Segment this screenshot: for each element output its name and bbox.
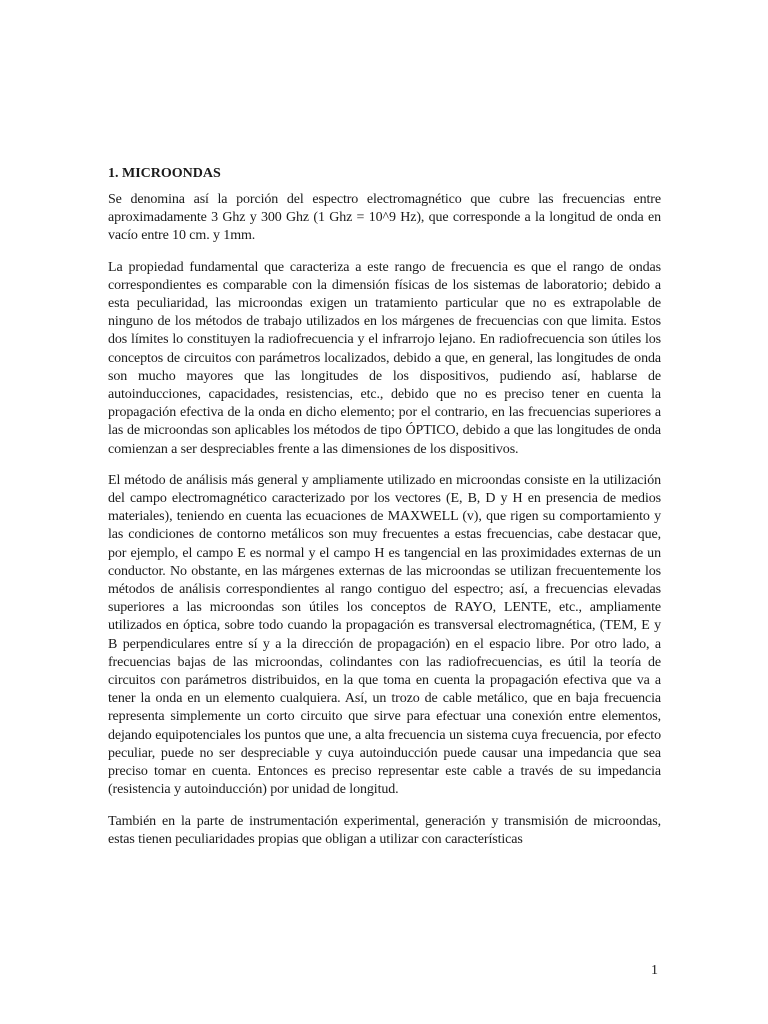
page-number: 1 (651, 963, 658, 978)
paragraph-analysis-method: El método de análisis más general y ampliamente utilizado en microondas consiste en la utilización del campo electromagnético caracterizado por los vectores (E, B, D y H en presencia de medios materiales), teniendo en cuenta las ecuaciones de MAXWELL (v), que rigen su comportamiento y las condiciones de contorno metálicos son muy frecuentes a estas frecuencias, cabe destacar que, por ejemplo, el campo E es normal y el campo H es tangencial en las proximidades externas de un conductor. No obstante, en las márgenes externas de las microondas se utilizan frecuentemente los métodos de análisis correspondientes al rango contiguo del espectro; así, a frecuencias elevadas superiores a las microondas son útiles los conceptos de RAYO, LENTE, etc., ampliamente utilizados en óptica, sobre todo cuando la propagación es transversal electromagnética, (TEM, E y B perpendiculares entre sí y a la dirección de propagación) en el espacio libre. Por otro lado, a frecuencias bajas de las microondas, colindantes con las radiofrecuencias, es útil la teoría de circuitos con parámetros distribuidos, en la que toma en cuenta la propagación efectiva que va a tener la onda en un elemento cualquiera. Así, un trozo de cable metálico, que en baja frecuencia representa simplemente un corto circuito que sirve para efectuar una conexión entre elementos, dejando equipotenciales los puntos que une, a alta frecuencia un sistema cuya frecuencia, por efecto peculiar, puede no ser despreciable y cuya autoinducción puede causar una impedancia que sea preciso tomar en cuenta. Entonces es preciso representar este cable a través de su impedancia (resistencia y autoinducción) por unidad de longitud. (108, 472, 661, 798)
document-body (108, 165, 661, 862)
paragraph-definition: Se denomina así la porción del espectro electromagnético que cubre las frecuencias entre aproximadamente 3 Ghz y 300 Ghz (1 Ghz = 10^9 Hz), que corresponde a la longitud de onda en vacío entre 10 cm. y 1mm. (108, 192, 661, 244)
paragraph-fundamental-property: La propiedad fundamental que caracteriza a este rango de frecuencia es que el rango de ondas correspondientes es comparable con la dimensión físicas de los sistemas de laboratorio; debido a esta peculiaridad, las microondas exigen un tratamiento particular que no es extrapolable de ninguno de los métodos de trabajo utilizados en los márgenes de frecuencias con que limita. Estos dos límites lo constituyen la radiofrecuencia y el infrarrojo lejano. En radiofrecuencia son útiles los conceptos de circuitos con parámetros localizados, debido a que, en general, las longitudes de onda son mucho mayores que las longitudes de los dispositivos, pudiendo así, hablarse de autoinducciones, capacidades, resistencias, etc., debido que no es preciso tener en cuenta la propagación efectiva de la onda en dicho elemento; por el contrario, en las frecuencias superiores a las de microondas son aplicables los métodos de tipo ÓPTICO, debido a que las longitudes de onda comienzan a ser despreciables frente a las dimensiones de los dispositivos. (108, 259, 661, 457)
section-heading: 1. MICROONDAS (108, 166, 221, 181)
paragraph-instrumentation: También en la parte de instrumentación experimental, generación y transmisión de microondas, estas tienen peculiaridades propias que obligan a utilizar con características (108, 813, 661, 847)
